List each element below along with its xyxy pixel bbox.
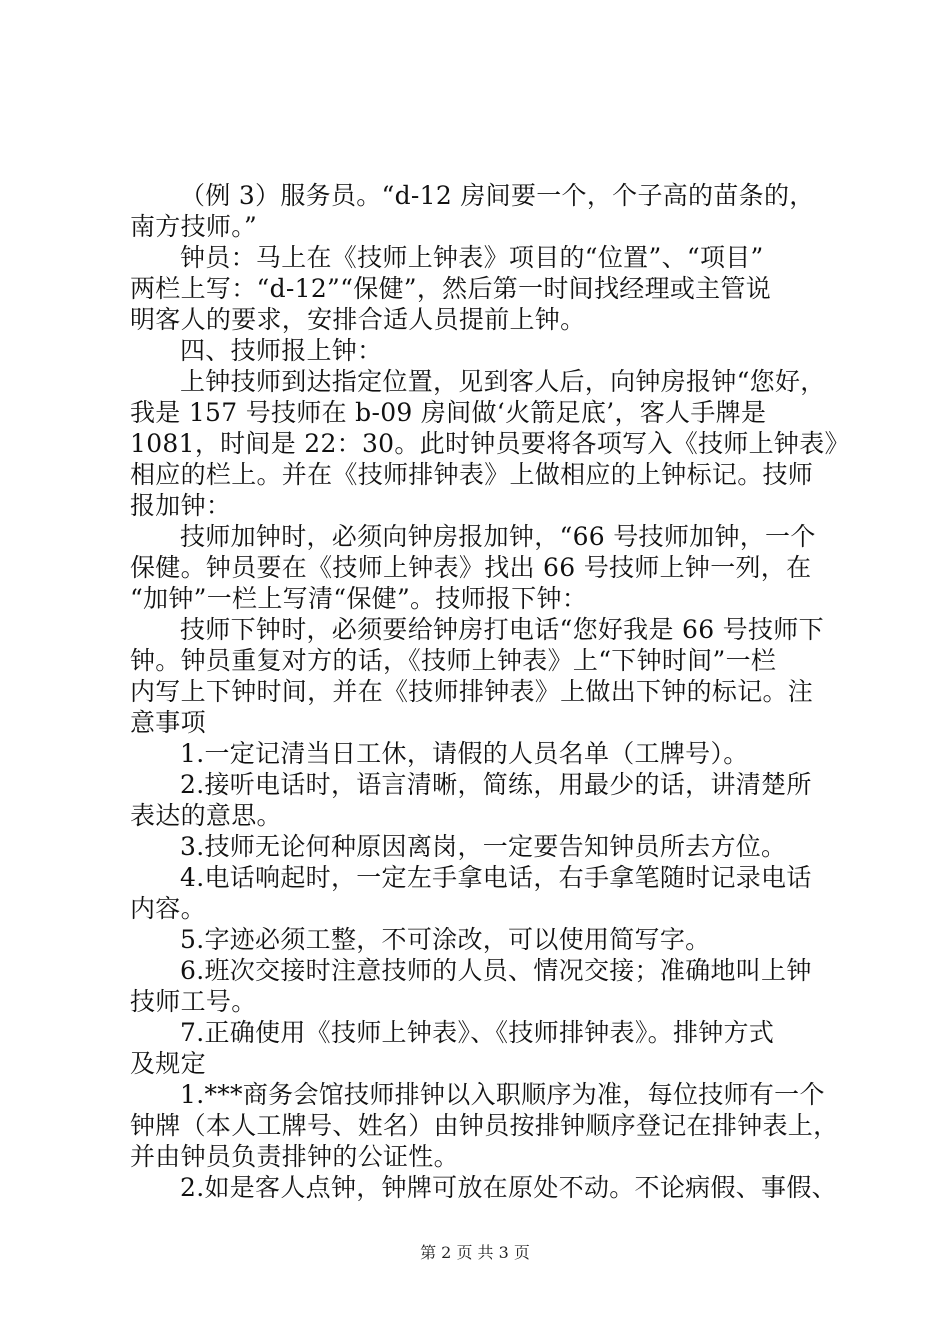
section-heading: 四、技师报上钟：	[180, 336, 383, 365]
text-line: 我是 157 号技师在 b-09 房间做‘火箭足底’，客人手牌是	[130, 398, 767, 427]
text-line: “加钟”一栏上写清“保健”。技师报下钟：	[130, 584, 588, 613]
text-line: （例 3）服务员。“d-12 房间要一个，个子高的苗条的，	[180, 181, 815, 210]
list-item: 1.一定记清当日工休，请假的人员名单（工牌号）。	[180, 739, 749, 768]
list-item: 7.正确使用《技师上钟表》、《技师排钟表》。排钟方式	[180, 1018, 775, 1047]
text-line: 及规定	[130, 1049, 206, 1078]
text-line: 上钟技师到达指定位置，见到客人后，向钟房报钟“您好，	[180, 367, 826, 396]
list-item: 3.技师无论何种原因离岗，一定要告知钟员所去方位。	[180, 832, 787, 861]
text-line: 保健。钟员要在《技师上钟表》找出 66 号技师上钟一列，在	[130, 553, 812, 582]
text-line: 两栏上写：“d-12”“保健”，然后第一时间找经理或主管说	[130, 274, 772, 303]
text-line: 意事项	[130, 708, 206, 737]
list-item: 2.接听电话时，语言清晰，简练，用最少的话，讲清楚所	[180, 770, 812, 799]
list-item: 5.字迹必须工整，不可涂改，可以使用简写字。	[180, 925, 711, 954]
text-line: 技师加钟时，必须向钟房报加钟，“66 号技师加钟，一个	[180, 522, 816, 551]
text-line: 技师下钟时，必须要给钟房打电话“您好我是 66 号技师下	[180, 615, 824, 644]
list-item: 1.***商务会馆技师排钟以入职顺序为准，每位技师有一个	[180, 1080, 825, 1109]
list-item: 2.如是客人点钟，钟牌可放在原处不动。不论病假、事假、	[180, 1173, 837, 1202]
text-line: 明客人的要求，安排合适人员提前上钟。	[130, 305, 586, 334]
text-line: 报加钟：	[130, 491, 232, 520]
text-line: 钟员：马上在《技师上钟表》项目的“位置”、“项目”	[180, 243, 764, 272]
text-line: 内写上下钟时间，并在《技师排钟表》上做出下钟的标记。注	[130, 677, 814, 706]
text-line: 表达的意思。	[130, 801, 282, 830]
text-line: 并由钟员负责排钟的公证性。	[130, 1142, 459, 1171]
text-line: 钟。钟员重复对方的话，《技师上钟表》上“下钟时间”一栏	[130, 646, 777, 675]
text-line: 技师工号。	[130, 987, 257, 1016]
list-item: 6.班次交接时注意技师的人员、情况交接；准确地叫上钟	[180, 956, 812, 985]
text-line: 1081，时间是 22：30。此时钟员要将各项写入《技师上钟表》	[130, 429, 850, 458]
text-line: 钟牌（本人工牌号、姓名）由钟员按排钟顺序登记在排钟表上，	[130, 1111, 839, 1140]
list-item: 4.电话响起时，一定左手拿电话，右手拿笔随时记录电话	[180, 863, 812, 892]
text-line: 内容。	[130, 894, 206, 923]
page-footer: 第 2 页 共 3 页	[420, 1243, 530, 1262]
text-line: 南方技师。”	[130, 212, 258, 241]
text-line: 相应的栏上。并在《技师排钟表》上做相应的上钟标记。技师	[130, 460, 814, 489]
